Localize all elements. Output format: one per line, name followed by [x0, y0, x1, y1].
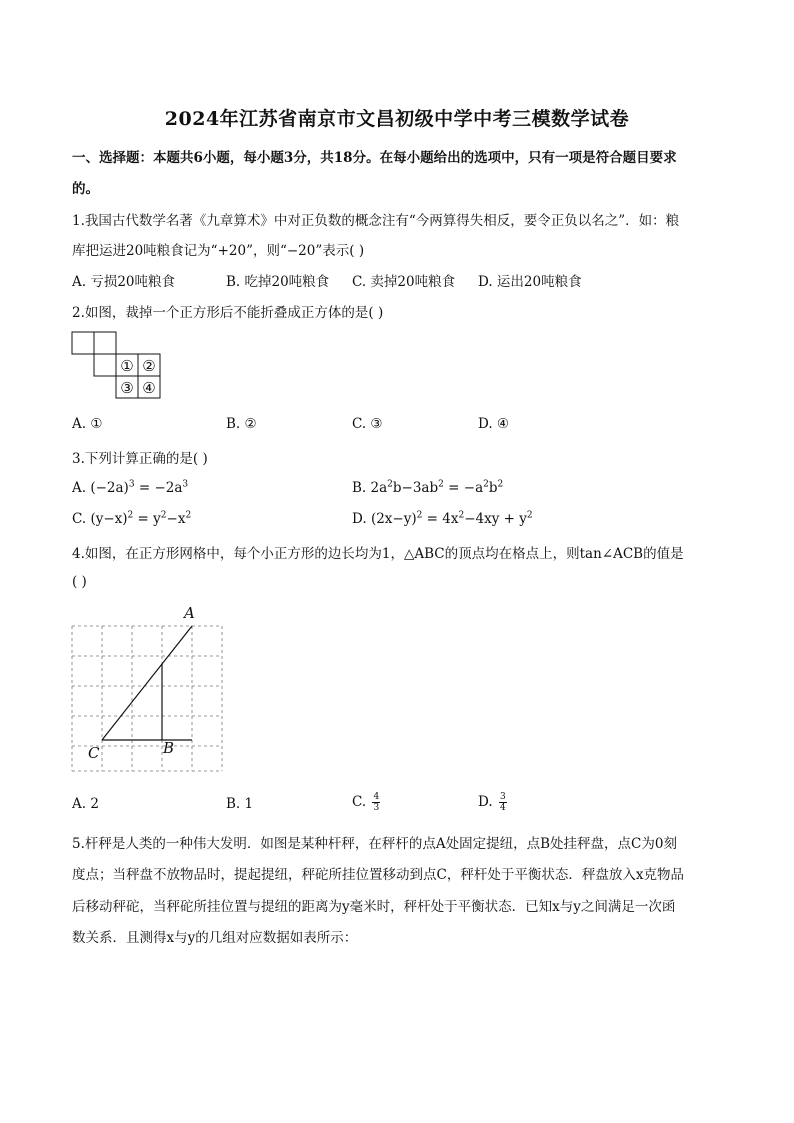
- q1-stem-line1: 1.我国古代数学名著《九章算术》中对正负数的概念注有“今两算得失相反，要令正负以名之”．如：粮: [72, 213, 680, 229]
- section-heading-line2: 的。: [72, 181, 99, 197]
- q1-option-a: A. 亏损20吨粮食: [72, 274, 176, 290]
- q2-option-b: B. ②: [226, 416, 257, 432]
- q1-option-d: D. 运出20吨粮食: [478, 274, 582, 290]
- q4-option-a: A. 2: [72, 796, 99, 812]
- q4-stem-line2: ( ): [72, 574, 87, 590]
- q4-stem-line1: 4.如图，在正方形网格中，每个小正方形的边长均为1，△ABC的顶点均在格点上，则tan∠ACB的值是: [72, 546, 684, 562]
- q3-option-a: A. $(-2a)^3 = -2a^3$: [72, 479, 189, 496]
- vertex-label-a: A: [184, 604, 195, 622]
- q2-option-c: C. ③: [352, 416, 383, 432]
- net-label-4: ④: [142, 379, 156, 397]
- q4-option-b: B. 1: [226, 796, 254, 812]
- q3-option-c: C. $(y-x)^2 = y^2-x^2$: [72, 510, 192, 527]
- net-label-3: ③: [120, 379, 134, 397]
- q1-stem-line2: 库把运进20吨粮食记为“+20”，则“−20”表示( ): [72, 243, 365, 259]
- net-square-3: [94, 354, 116, 376]
- page-title: 2024年江苏省南京市文昌初级中学中考三模数学试卷: [164, 108, 630, 130]
- q5-stem-line4: 数关系．且测得x与y的几组对应数据如表所示：: [72, 930, 358, 946]
- q4-option-c: C. $\frac{4}{3}$: [352, 792, 380, 813]
- q5-stem-line3: 后移动秤砣，当秤砣所挂位置与提纽的距离为y毫米时，秤杆处于平衡状态．已知x与y之间满足一次函: [72, 899, 676, 915]
- q2-stem: 2.如图，裁掉一个正方形后不能折叠成正方体的是( ): [72, 305, 384, 321]
- side-ca: [102, 626, 192, 740]
- cube-net-figure: [70, 330, 170, 402]
- q4-option-d: D. $\frac{3}{4}$: [478, 792, 506, 813]
- q1-option-b: B. 吃掉20吨粮食: [226, 274, 330, 290]
- triangle-grid-figure: [70, 600, 230, 780]
- q5-stem-line2: 度点；当秤盘不放物品时，提起提纽，秤砣所挂位置移动到点C，秤杆处于平衡状态．秤盘放入x克物品: [72, 867, 684, 883]
- q5-stem-line1: 5.杆秤是人类的一种伟大发明．如图是某种杆秤，在秤杆的点A处固定提纽，点B处挂秤盘，点C为0刻: [72, 836, 677, 852]
- q3-option-b: B. $2a^2b-3ab^2 = -a^2b^2$: [352, 479, 504, 496]
- q3-option-d: D. $(2x-y)^2 = 4x^2-4xy + y^2$: [352, 510, 533, 527]
- net-square-1: [72, 332, 94, 354]
- vertex-label-b: B: [163, 739, 175, 757]
- section-heading-line1: 一、选择题：本题共6小题，每小题3分，共18分。在每小题给出的选项中，只有一项是符合题目要求: [72, 150, 677, 166]
- net-label-2: ②: [142, 357, 156, 375]
- vertex-label-c: C: [88, 744, 100, 762]
- q2-option-a: A. ①: [72, 416, 103, 432]
- net-square-2: [94, 332, 116, 354]
- net-label-1: ①: [120, 357, 134, 375]
- q1-option-c: C. 卖掉20吨粮食: [352, 274, 456, 290]
- q2-option-d: D. ④: [478, 416, 510, 432]
- q3-stem: 3.下列计算正确的是( ): [72, 451, 208, 467]
